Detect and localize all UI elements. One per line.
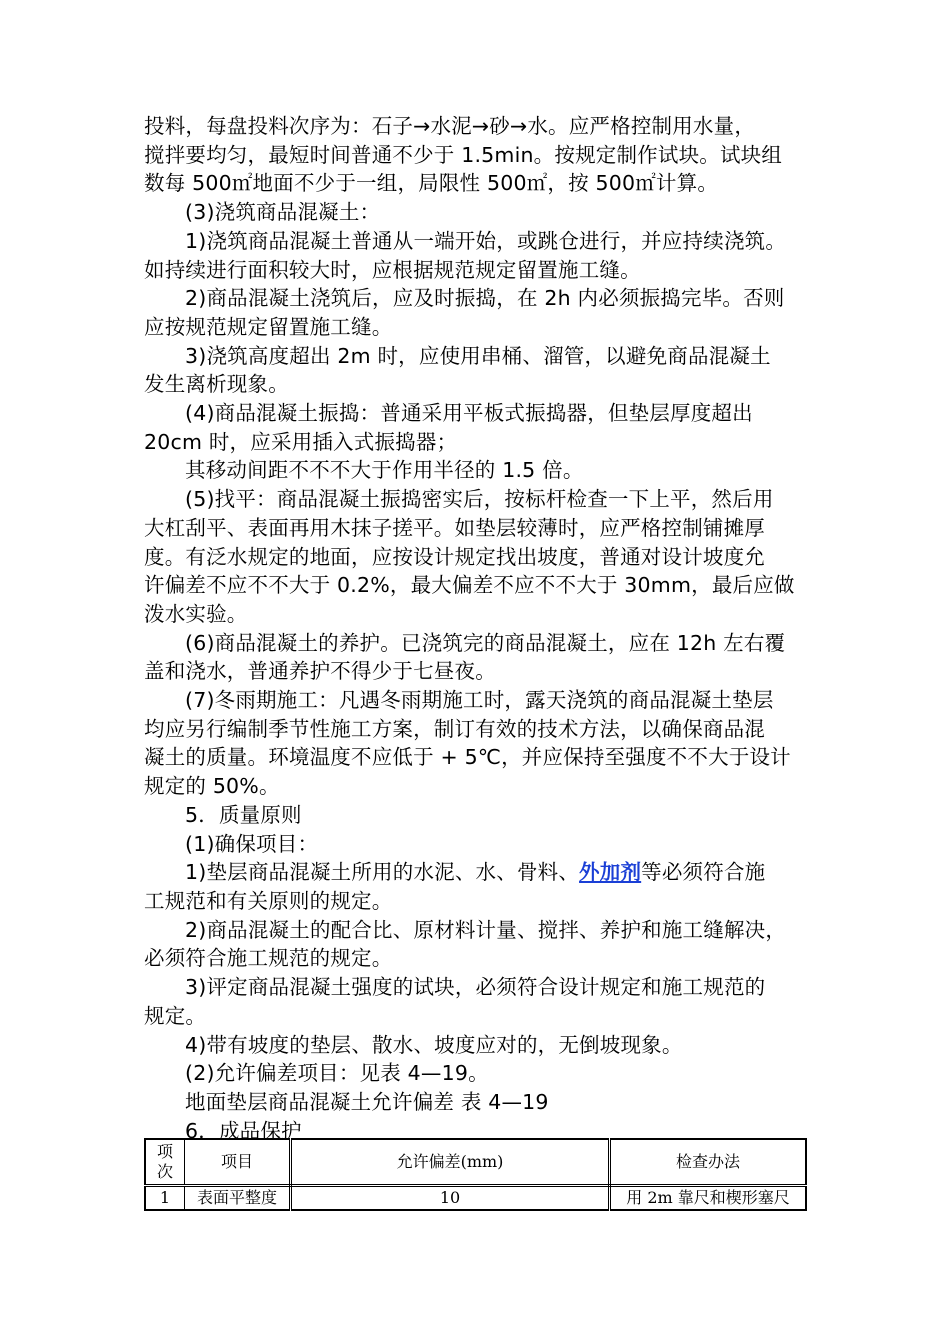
text-line: 大杠刮平、表面再用木抹子搓平。如垫层较薄时，应严格控制铺摊厚 bbox=[144, 515, 765, 540]
text-line: (2)允许偏差项目：见表 4—19。 bbox=[185, 1061, 489, 1086]
text-line: 盖和浇水，普通养护不得少于七昼夜。 bbox=[144, 659, 496, 684]
text-line: 如持续进行面积较大时，应根据规范规定留置施工缝。 bbox=[144, 257, 641, 282]
header-cell-method: 检查办法 bbox=[610, 1139, 807, 1186]
text-line: 必须符合施工规范的规定。 bbox=[144, 946, 393, 971]
text-line: 规定的 50%。 bbox=[144, 774, 280, 799]
cell-index: 1 bbox=[145, 1186, 185, 1211]
text-line: 应按规范规定留置施工缝。 bbox=[144, 314, 393, 339]
text-segment: 1)垫层商品混凝土所用的水泥、水、骨料、 bbox=[185, 860, 580, 885]
additive-link[interactable]: 外加剂 bbox=[579, 860, 642, 885]
header-cell-index: 项 次 bbox=[145, 1139, 185, 1186]
text-line: 2)商品混凝土浇筑后，应及时振捣，在 2h 内必须振捣完毕。否则 bbox=[185, 286, 785, 311]
tolerance-table bbox=[144, 1138, 807, 1211]
text-line: 5．质量原则 bbox=[185, 802, 302, 827]
text-line: (7)冬雨期施工：凡遇冬雨期施工时，露天浇筑的商品混凝土垫层 bbox=[185, 688, 774, 713]
text-line: 数每 500㎡地面不少于一组，局限性 500㎡，按 500㎡计算。 bbox=[144, 171, 719, 196]
text-segment: 等必须符合施 bbox=[641, 860, 766, 885]
text-line: 1)浇筑商品混凝土普通从一端开始，或跳仓进行，并应持续浇筑。 bbox=[185, 228, 787, 253]
text-line: 其移动间距不不不大于作用半径的 1.5 倍。 bbox=[185, 458, 584, 483]
text-line: 3)评定商品混凝土强度的试块，必须符合设计规定和施工规范的 bbox=[185, 975, 766, 1000]
text-line: (5)找平：商品混凝土振捣密实后，按标杆检查一下上平，然后用 bbox=[185, 487, 774, 512]
text-line: 2)商品混凝土的配合比、原材料计量、搅拌、养护和施工缝解决， bbox=[185, 917, 787, 942]
text-line: 搅拌要均匀，最短时间普通不少于 1.5min。按规定制作试块。试块组 bbox=[144, 142, 783, 167]
text-line: 工规范和有关原则的规定。 bbox=[144, 888, 393, 913]
cell-item: 表面平整度 bbox=[185, 1186, 291, 1211]
header-cell-item: 项目 bbox=[185, 1139, 291, 1186]
table-header-row bbox=[145, 1139, 806, 1186]
text-line: 20cm 时，应采用插入式振捣器； bbox=[144, 429, 458, 454]
cell-method: 用 2m 靠尺和楔形塞尺 bbox=[610, 1186, 807, 1211]
header-cell-tolerance: 允许偏差(mm) bbox=[291, 1139, 610, 1186]
text-line: 发生离析现象。 bbox=[144, 372, 289, 397]
text-line: 泼水实验。 bbox=[144, 601, 248, 626]
text-line: 地面垫层商品混凝土允许偏差 表 4—19 bbox=[185, 1089, 549, 1114]
text-line: (1)确保项目： bbox=[185, 831, 319, 856]
text-line: 规定。 bbox=[144, 1003, 207, 1028]
text-line-with-link bbox=[144, 858, 814, 887]
text-line: 3)浇筑高度超出 2m 时，应使用串桶、溜管，以避免商品混凝土 bbox=[185, 343, 771, 368]
text-line: 均应另行编制季节性施工方案，制订有效的技术方法，以确保商品混 bbox=[144, 716, 765, 741]
text-line: 4)带有坡度的垫层、散水、坡度应对的，无倒坡现象。 bbox=[185, 1032, 683, 1057]
text-line: (3)浇筑商品混凝土： bbox=[185, 200, 381, 225]
table-row bbox=[145, 1186, 806, 1211]
text-line: 投料，每盘投料次序为：石子→水泥→砂→水。应严格控制用水量， bbox=[144, 114, 756, 138]
text-line: (4)商品混凝土振捣：普通采用平板式振捣器，但垫层厚度超出 bbox=[185, 401, 753, 426]
text-line: 度。有泛水规定的地面，应按设计规定找出坡度，普通对设计坡度允 bbox=[144, 544, 765, 569]
document-body bbox=[144, 112, 814, 1145]
cell-tolerance: 10 bbox=[291, 1186, 610, 1211]
text-line: 6．成品保护 bbox=[185, 1118, 302, 1143]
text-line: 凝土的质量。环境温度不应低于 + 5℃，并应保持至强度不不大于设计 bbox=[144, 745, 791, 770]
text-line: (6)商品混凝土的养护。已浇筑完的商品混凝土，应在 12h 左右覆 bbox=[185, 630, 786, 655]
text-line: 许偏差不应不不大于 0.2%，最大偏差不应不不大于 30mm，最后应做 bbox=[144, 573, 795, 598]
